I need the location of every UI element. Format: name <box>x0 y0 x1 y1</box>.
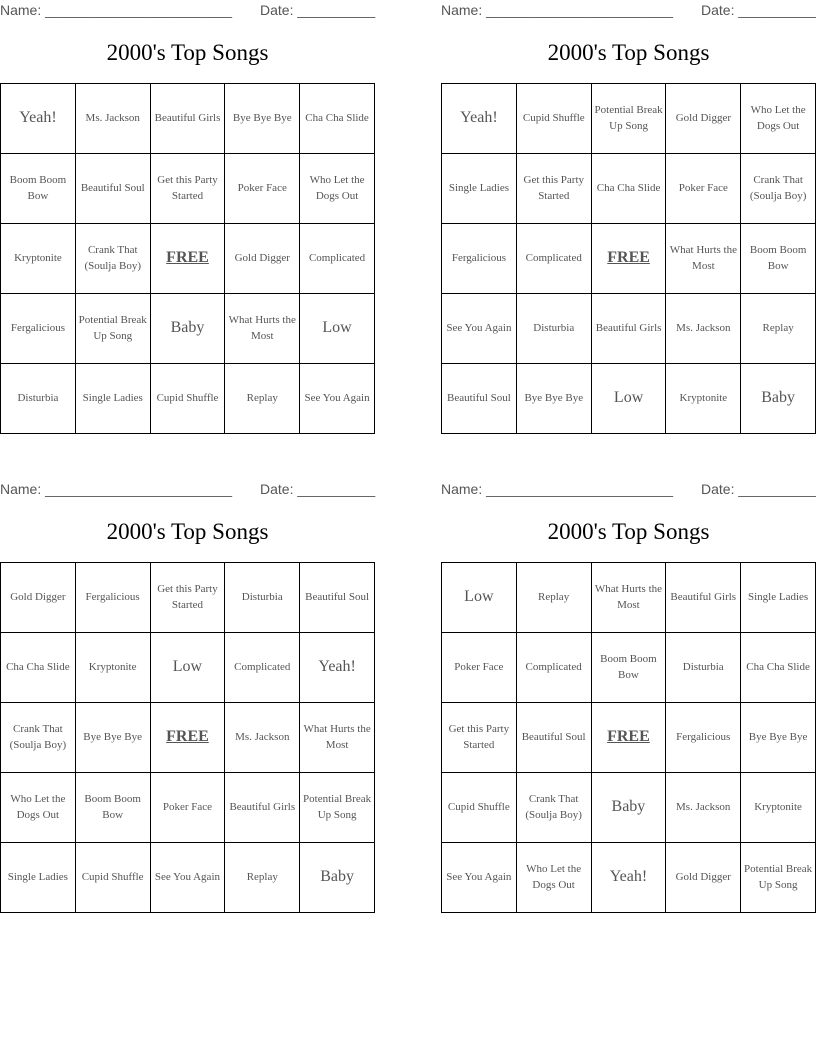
bingo-cell: Potential Break Up Song <box>591 84 666 154</box>
grid-row <box>1 563 375 633</box>
bingo-cell: What Hurts the Most <box>666 224 741 294</box>
bingo-cell: Cha Cha Slide <box>591 154 666 224</box>
bingo-cell: Disturbia <box>516 294 591 364</box>
date-line: Date: __________ <box>701 481 816 497</box>
grid-row <box>442 364 816 434</box>
bingo-card-3 <box>0 479 375 914</box>
grid-row <box>442 633 816 703</box>
bingo-cell: Beautiful Girls <box>666 563 741 633</box>
grid-row <box>442 843 816 913</box>
bingo-cell: Boom Boom Bow <box>591 633 666 703</box>
bingo-cell: Yeah! <box>1 84 76 154</box>
bingo-cell: Complicated <box>225 633 300 703</box>
bingo-grid <box>441 562 816 913</box>
bingo-grid <box>0 83 375 434</box>
bingo-cell: Beautiful Soul <box>300 563 375 633</box>
bingo-cell: Low <box>591 364 666 434</box>
bingo-cell: Single Ladies <box>442 154 517 224</box>
bingo-cell: Poker Face <box>150 773 225 843</box>
bingo-cell: Yeah! <box>442 84 517 154</box>
bingo-cell: Cha Cha Slide <box>1 633 76 703</box>
bingo-cell: Get this Party Started <box>442 703 517 773</box>
bingo-cell: Poker Face <box>225 154 300 224</box>
grid-row <box>1 364 375 434</box>
date-line: Date: __________ <box>260 481 376 497</box>
bingo-cell: Gold Digger <box>225 224 300 294</box>
bingo-cell: Boom Boom Bow <box>1 154 76 224</box>
bingo-cell: Replay <box>741 294 816 364</box>
bingo-cell: Baby <box>591 773 666 843</box>
bingo-cell: Kryptonite <box>1 224 76 294</box>
bingo-cell: Yeah! <box>300 633 375 703</box>
bingo-cell: Boom Boom Bow <box>741 224 816 294</box>
bingo-cell: Cupid Shuffle <box>442 773 517 843</box>
bingo-cell: See You Again <box>300 364 375 434</box>
bingo-cell: Fergalicious <box>1 294 76 364</box>
grid-row <box>442 563 816 633</box>
bingo-cell: Who Let the Dogs Out <box>300 154 375 224</box>
bingo-cell: Ms. Jackson <box>666 294 741 364</box>
card-header <box>441 2 816 20</box>
grid-row <box>1 843 375 913</box>
bingo-cell: Crank That (Soulja Boy) <box>516 773 591 843</box>
grid-row <box>1 773 375 843</box>
bingo-cell: Potential Break Up Song <box>300 773 375 843</box>
bingo-cell: Bye Bye Bye <box>741 703 816 773</box>
bingo-cell: Beautiful Girls <box>225 773 300 843</box>
bingo-cell: Beautiful Soul <box>75 154 150 224</box>
bingo-cell: Low <box>150 633 225 703</box>
bingo-card-2 <box>441 0 816 435</box>
grid-row <box>1 633 375 703</box>
bingo-cell: Cha Cha Slide <box>741 633 816 703</box>
bingo-cell: Beautiful Soul <box>442 364 517 434</box>
name-line: Name: ________________________ <box>0 481 232 497</box>
bingo-cell: Who Let the Dogs Out <box>1 773 76 843</box>
bingo-cell: Single Ladies <box>1 843 76 913</box>
bingo-card-4 <box>441 479 816 914</box>
bingo-cell: Low <box>300 294 375 364</box>
card-header <box>441 481 816 499</box>
free-space: FREE <box>591 224 666 294</box>
bingo-cell: What Hurts the Most <box>300 703 375 773</box>
bingo-cell: Complicated <box>516 224 591 294</box>
grid-row <box>1 294 375 364</box>
bingo-cell: What Hurts the Most <box>591 563 666 633</box>
grid-row <box>442 773 816 843</box>
card-title: 2000's Top Songs <box>106 519 269 544</box>
bingo-cell: Beautiful Girls <box>591 294 666 364</box>
bingo-cell: Kryptonite <box>741 773 816 843</box>
grid-row <box>1 224 375 294</box>
bingo-cell: Baby <box>300 843 375 913</box>
bingo-card-1 <box>0 0 375 435</box>
bingo-cell: Fergalicious <box>666 703 741 773</box>
bingo-cell: What Hurts the Most <box>225 294 300 364</box>
bingo-cell: Get this Party Started <box>516 154 591 224</box>
bingo-cell: Replay <box>516 563 591 633</box>
bingo-cell: Ms. Jackson <box>666 773 741 843</box>
bingo-cell: Kryptonite <box>666 364 741 434</box>
grid-row <box>442 84 816 154</box>
bingo-cell: Disturbia <box>225 563 300 633</box>
bingo-cell: Cupid Shuffle <box>516 84 591 154</box>
bingo-cell: Cupid Shuffle <box>150 364 225 434</box>
bingo-cell: Baby <box>150 294 225 364</box>
card-header <box>0 481 375 499</box>
bingo-cell: Disturbia <box>1 364 76 434</box>
bingo-cell: Complicated <box>516 633 591 703</box>
bingo-cell: Poker Face <box>666 154 741 224</box>
free-space: FREE <box>150 703 225 773</box>
grid-row <box>442 294 816 364</box>
bingo-cell: Yeah! <box>591 843 666 913</box>
bingo-cell: Gold Digger <box>666 84 741 154</box>
bingo-grid <box>441 83 816 434</box>
grid-row <box>1 84 375 154</box>
card-title: 2000's Top Songs <box>547 40 710 65</box>
bingo-cell: Boom Boom Bow <box>75 773 150 843</box>
bingo-cell: Gold Digger <box>1 563 76 633</box>
bingo-cell: Ms. Jackson <box>75 84 150 154</box>
bingo-cell: Replay <box>225 364 300 434</box>
bingo-cell: Ms. Jackson <box>225 703 300 773</box>
bingo-cell: Cha Cha Slide <box>300 84 375 154</box>
grid-row <box>442 703 816 773</box>
grid-row <box>1 154 375 224</box>
name-line: Name: ________________________ <box>0 2 232 18</box>
bingo-cell: Beautiful Girls <box>150 84 225 154</box>
grid-row <box>1 703 375 773</box>
bingo-cell: Fergalicious <box>75 563 150 633</box>
bingo-cell: Replay <box>225 843 300 913</box>
bingo-cell: Disturbia <box>666 633 741 703</box>
bingo-cell: Poker Face <box>442 633 517 703</box>
bingo-cell: Complicated <box>300 224 375 294</box>
bingo-cell: See You Again <box>442 294 517 364</box>
name-line: Name: ________________________ <box>441 481 673 497</box>
card-header <box>0 2 375 20</box>
card-title: 2000's Top Songs <box>547 519 710 544</box>
bingo-cell: Cupid Shuffle <box>75 843 150 913</box>
bingo-cell: Bye Bye Bye <box>225 84 300 154</box>
date-line: Date: __________ <box>701 2 816 18</box>
bingo-cell: Baby <box>741 364 816 434</box>
grid-row <box>442 154 816 224</box>
bingo-cell: Fergalicious <box>442 224 517 294</box>
bingo-cell: Get this Party Started <box>150 563 225 633</box>
bingo-cell: See You Again <box>442 843 517 913</box>
bingo-cell: Get this Party Started <box>150 154 225 224</box>
bingo-cell: Low <box>442 563 517 633</box>
bingo-cell: Kryptonite <box>75 633 150 703</box>
bingo-cell: Potential Break Up Song <box>741 843 816 913</box>
bingo-cell: Crank That (Soulja Boy) <box>75 224 150 294</box>
grid-row <box>442 224 816 294</box>
date-line: Date: __________ <box>260 2 376 18</box>
bingo-cell: Potential Break Up Song <box>75 294 150 364</box>
bingo-cell: Crank That (Soulja Boy) <box>1 703 76 773</box>
bingo-cell: See You Again <box>150 843 225 913</box>
bingo-cell: Beautiful Soul <box>516 703 591 773</box>
name-line: Name: ________________________ <box>441 2 673 18</box>
bingo-cell: Who Let the Dogs Out <box>516 843 591 913</box>
bingo-cell: Bye Bye Bye <box>516 364 591 434</box>
card-title: 2000's Top Songs <box>106 40 269 65</box>
bingo-cell: Crank That (Soulja Boy) <box>741 154 816 224</box>
free-space: FREE <box>591 703 666 773</box>
bingo-cell: Gold Digger <box>666 843 741 913</box>
bingo-cell: Bye Bye Bye <box>75 703 150 773</box>
bingo-grid <box>0 562 375 913</box>
free-space: FREE <box>150 224 225 294</box>
bingo-cell: Who Let the Dogs Out <box>741 84 816 154</box>
bingo-cell: Single Ladies <box>741 563 816 633</box>
bingo-cell: Single Ladies <box>75 364 150 434</box>
